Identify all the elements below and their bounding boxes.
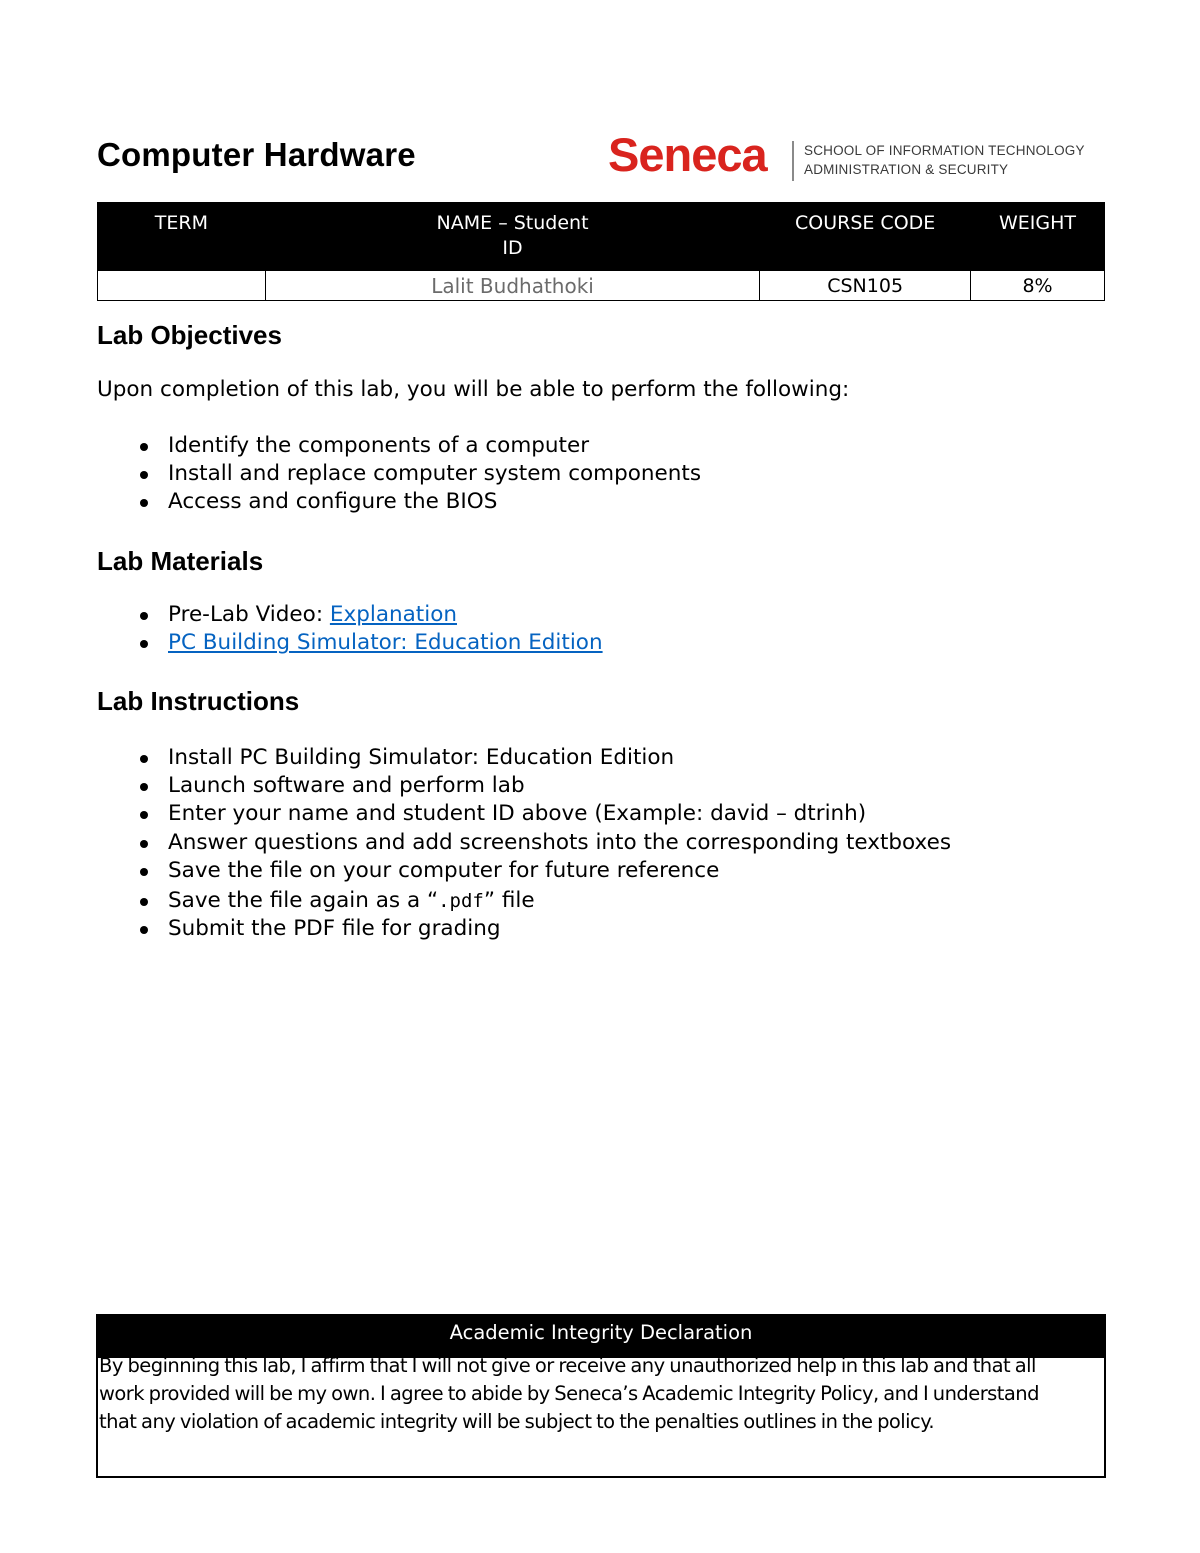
instructions-list <box>97 744 951 943</box>
bullet-icon <box>140 755 148 763</box>
term-cell[interactable] <box>98 271 266 301</box>
objectives-heading: Lab Objectives <box>97 320 282 350</box>
course-code-cell: CSN105 <box>760 271 971 301</box>
academic-integrity-box <box>96 1314 1106 1478</box>
header-course-code: COURSE CODE <box>760 203 971 271</box>
list-item <box>97 829 951 857</box>
page-title: Computer Hardware <box>97 136 416 173</box>
list-item-text: Submit the PDF file for grading <box>168 915 501 941</box>
list-item <box>97 915 951 943</box>
pc-building-simulator-link[interactable]: PC Building Simulator: Education Edition <box>168 630 603 656</box>
materials-heading: Lab Materials <box>97 546 264 576</box>
bullet-icon <box>140 640 148 648</box>
list-item <box>97 432 701 460</box>
list-item-text: Save the file on your computer for future reference <box>168 857 720 883</box>
list-item-text: Identify the components of a computer <box>168 433 590 458</box>
logo-wordmark: Seneca <box>608 128 767 181</box>
save-pdf-suffix: ” file <box>483 887 535 913</box>
list-item-text: Launch software and perform lab <box>168 773 525 799</box>
materials-list <box>97 601 603 657</box>
weight-cell: 8% <box>971 271 1105 301</box>
list-item-text: Enter your name and student ID above (Example: david – dtrinh) <box>168 801 867 827</box>
bullet-icon <box>140 471 148 479</box>
logo-school-line1: SCHOOL OF INFORMATION TECHNOLOGY <box>804 143 1085 158</box>
bullet-icon <box>140 840 148 848</box>
pdf-extension-code: .pdf <box>438 889 484 912</box>
objectives-list <box>97 432 701 517</box>
course-info-header-row <box>98 203 1105 271</box>
save-pdf-prefix: Save the file again as a “ <box>168 887 439 913</box>
header-name-student-id <box>265 203 759 271</box>
integrity-line: By beginning this lab, I affirm that I will not give or receive any unauthorized help in this lab and that all <box>99 1354 1036 1377</box>
header-weight: WEIGHT <box>971 203 1105 271</box>
course-info-value-row <box>98 271 1105 301</box>
course-info-table <box>97 202 1105 301</box>
integrity-line: work provided will be my own. I agree to abide by Seneca’s Academic Integrity Policy, and I understand <box>99 1382 1039 1405</box>
list-item <box>97 885 951 915</box>
integrity-line: that any violation of academic integrity will be subject to the penalties outlines in the policy. <box>99 1410 935 1433</box>
list-item-text: Install and replace computer system components <box>168 461 702 487</box>
header-term: TERM <box>98 203 266 271</box>
student-name-cell[interactable]: Lalit Budhathoki <box>265 271 759 301</box>
bullet-icon <box>140 898 148 906</box>
objectives-intro: Upon completion of this lab, you will be able to perform the following: <box>97 377 850 402</box>
list-item <box>97 629 603 657</box>
academic-integrity-text <box>98 1352 1104 1436</box>
logo-school-line2: ADMINISTRATION & SECURITY <box>804 162 1009 177</box>
list-item <box>97 488 701 516</box>
bullet-icon <box>140 811 148 819</box>
video-prefix: Pre-Lab Video: <box>168 602 330 627</box>
academic-integrity-heading: Academic Integrity Declaration <box>98 1316 1104 1358</box>
list-item <box>97 857 951 885</box>
header-name-line1: NAME – Student <box>436 212 589 234</box>
list-item <box>97 601 603 629</box>
list-item-text: Answer questions and add screenshots into the corresponding textboxes <box>168 829 952 855</box>
seneca-logo <box>608 128 1085 181</box>
list-item-text: Install PC Building Simulator: Education Edition <box>168 745 675 770</box>
bullet-icon <box>140 868 148 876</box>
list-item-text: Access and configure the BIOS <box>168 489 498 515</box>
instructions-heading: Lab Instructions <box>97 686 300 716</box>
bullet-icon <box>140 783 148 791</box>
bullet-icon <box>140 612 148 620</box>
bullet-icon <box>140 926 148 934</box>
bullet-icon <box>140 499 148 507</box>
list-item <box>97 800 951 828</box>
list-item <box>97 460 701 488</box>
explanation-video-link[interactable]: Explanation <box>329 602 457 627</box>
logo-divider <box>792 141 794 181</box>
bullet-icon <box>140 443 148 451</box>
header-name-line2: ID <box>502 237 523 259</box>
list-item <box>97 772 951 800</box>
list-item <box>97 744 951 772</box>
